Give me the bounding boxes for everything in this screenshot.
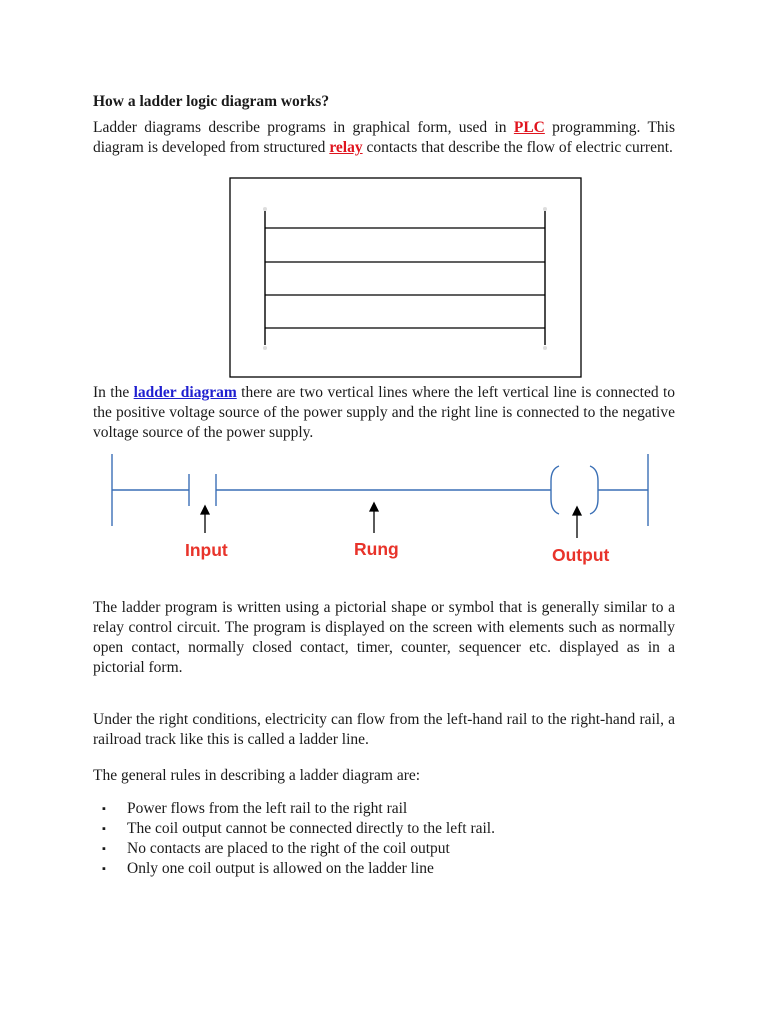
list-item: ▪ No contacts are placed to the right of the coil output — [102, 840, 450, 857]
rules-list — [100, 799, 680, 879]
plc-link[interactable]: PLC — [513, 119, 545, 136]
figure-border — [230, 178, 581, 377]
rail-end-dot — [543, 346, 547, 350]
rail-end-dot — [263, 207, 267, 211]
rules-intro: The general rules in describing a ladder diagram are: — [93, 767, 421, 784]
ladder-text-1: In the — [93, 384, 134, 401]
output-label: Output — [552, 545, 610, 565]
bullet-icon: ▪ — [102, 803, 106, 815]
output-coil-right — [590, 466, 598, 514]
bullet-icon: ▪ — [102, 863, 106, 875]
list-item: ▪ The coil output cannot be connected directly to the left rail. — [102, 820, 495, 837]
list-item: ▪ Only one coil output is allowed on the ladder line — [102, 860, 434, 877]
rung-arrow-head — [370, 503, 378, 511]
rail-end-dot — [543, 207, 547, 211]
ladder-text-2: there are two vertical lines where the left vertical line is connected to the positive voltage source of the power supply and the right line is connected to the negative voltage source of the power supply. — [93, 384, 676, 441]
rung-label: Rung — [354, 539, 399, 559]
output-arrow-head — [573, 507, 581, 515]
intro-text-3: contacts that describe the flow of electric current. — [362, 139, 673, 156]
list-item: ▪ Power flows from the left rail to the right rail — [102, 800, 408, 817]
intro-text-2: programming. This diagram is developed from structured — [93, 119, 675, 156]
conditions-paragraph: Under the right conditions, electricity can flow from the left-hand rail to the right-hand rail, a railroad track like this is called a ladder line. — [93, 711, 675, 748]
bullet-icon: ▪ — [102, 843, 106, 855]
output-coil-left — [551, 466, 559, 514]
program-paragraph: The ladder program is written using a pictorial shape or symbol that is generally similar to a relay control circuit. The program is displayed on the screen with elements such as normally open contact, normally closed contact, timer, counter, sequencer etc. displayed as in a pictorial form. — [93, 599, 675, 676]
ladder-diagram-link[interactable]: ladder diagram — [133, 384, 237, 401]
bullet-icon: ▪ — [102, 823, 106, 835]
rung-figure — [105, 448, 665, 574]
input-arrow-head — [201, 506, 209, 514]
intro-paragraph — [93, 118, 675, 158]
ladder-paragraph — [93, 383, 675, 443]
intro-text-1: Ladder diagrams describe programs in graphical form, used in — [93, 119, 514, 136]
relay-link[interactable]: relay — [329, 139, 363, 156]
rail-end-dot — [263, 346, 267, 350]
ladder-frame-figure — [228, 177, 584, 379]
page-title: How a ladder logic diagram works? — [93, 93, 330, 110]
input-label: Input — [185, 540, 228, 560]
